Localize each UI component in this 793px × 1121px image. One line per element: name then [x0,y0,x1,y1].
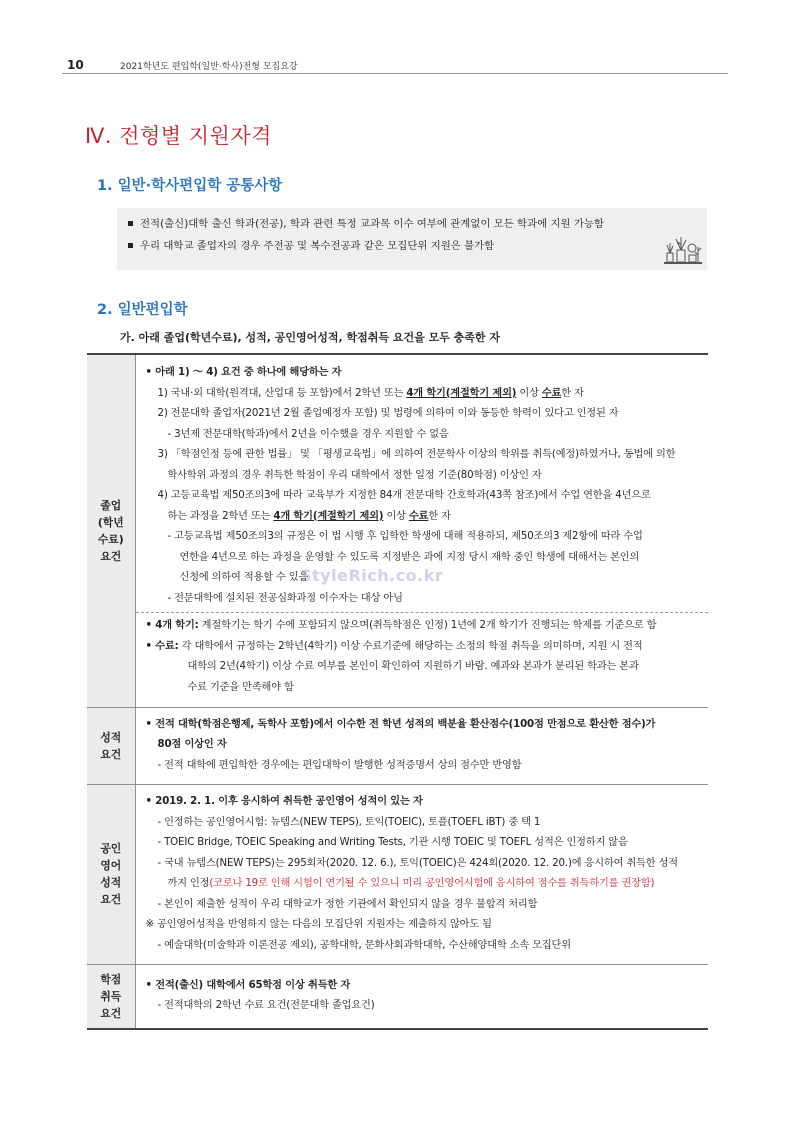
note-completion-cont: 수료 기준을 만족해야 함 [187,681,294,693]
graduation-item-1: 1) 국내·외 대학(원격대, 산업대 등 포함)에서 2학년 또는 4개 학기(계절학기 제외) 이상 수료한 자 [157,387,584,399]
table-row-graduation [87,354,708,707]
english-line: - 국내 뉴텝스(NEW TEPS)는 295회차(2020. 12. 6.), 토익(TOEIC)은 424회(2020. 12. 20.)에 응시하여 취득한 성적 [157,857,678,869]
table-row-credit [87,964,708,1029]
grade-line: • 전적 대학(학점은행제, 독학사 포함)에서 이수한 전 학년 성적의 백분율 환산점수(100점 만점으로 환산한 점수)가 [145,718,656,730]
header-divider [62,73,728,74]
english-line: 까지 인정(코로나 19로 인해 시험이 연기될 수 있으니 미리 공인영어시험에 응시하여 점수를 취득하기를 권장함) [167,878,655,889]
english-line: - 본인이 제출한 성적이 우리 대학교가 정한 기관에서 확인되지 않을 경우 불합격 처리함 [157,898,538,910]
english-line: - 인정하는 공인영어시험: 뉴텝스(NEW TEPS), 토익(TOEIC), 토플(TOEFL iBT) 중 택 1 [157,816,541,828]
credit-line: • 전적(출신) 대학에서 65학점 이상 취득한 자 [145,979,351,991]
dashed-divider [136,612,709,613]
english-content [135,784,708,964]
graduation-item-4-sub-cont: 연한을 4년으로 하는 과정을 운영할 수 있도록 지정받은 과에 지정 당시 재학 중인 학생에 대해서는 본인의 [179,551,640,563]
common-note-item: 우리 대학교 졸업자의 경우 주전공 및 복수전공과 같은 모집단위 지원은 불가함 [127,235,697,257]
note-four-terms: • 4개 학기: 계절학기는 학기 수에 포함되지 않으며(취득학점은 인정) 1년에 2개 학기가 진행되는 학제를 기준으로 함 [145,620,657,632]
graduation-item-4-sub-cont: 신청에 의하여 적용할 수 있음 [179,572,309,584]
document-header-title: 2021학년도 편입학(일반·학사)전형 모집요강 [120,62,298,72]
english-line: • 2019. 2. 1. 이후 응시하여 취득한 공인영어 성적이 있는 자 [145,796,423,807]
requirements-table [87,353,708,1030]
english-line: - TOEIC Bridge, TOEIC Speaking and Writing Tests, 기관 시행 TOEIC 및 TOEFL 성적은 인정하지 않음 [157,837,628,848]
square-bullet-icon [128,221,133,226]
row-header-graduation: 졸업 (학년 수료) 요건 [87,354,135,707]
common-note-item: 전적(출신)대학 출신 학과(전공), 학과 관련 특정 교과목 이수 여부에 관계없이 모든 학과에 지원 가능함 [127,213,697,235]
graduation-item-3-cont: 학사학위 과정의 경우 취득한 학점이 우리 대학에서 정한 일정 기준(80학점) 이상인 자 [167,469,542,481]
graduation-item-2: 2) 전문대학 졸업자(2021년 2월 졸업예정자 포함) 및 법령에 의하여 이와 동등한 학력이 있다고 인정된 자 [157,408,619,420]
graduation-content [135,354,708,707]
square-bullet-icon [128,243,133,248]
english-line: - 예술대학(미술학과 이론전공 제외), 공학대학, 문화사회과학대학, 수산해양대학 소속 모집단위 [157,939,571,951]
plant-decoration-icon [662,233,704,267]
watermark: StyleRich.co.kr [300,566,444,585]
credit-line: - 전적대학의 2학년 수료 요건(전문대학 졸업요건) [157,1000,375,1012]
english-line: ※ 공인영어성적을 반영하지 않는 다음의 모집단위 지원자는 제출하지 않아도 됨 [145,919,492,930]
grade-line: 80점 이상인 자 [157,739,227,751]
common-notes-box [117,208,707,270]
graduation-item-3: 3) 「학점인정 등에 관한 법률」 및 「평생교육법」에 의하여 전문학사 이상의 학위를 취득(예정)하였거나, 동법에 의한 [157,449,676,461]
section-title-general: 2. 일반편입학 [97,302,188,318]
table-row-grade [87,707,708,784]
page-number: 10 [67,58,84,72]
grade-line: - 전적 대학에 편입학한 경우에는 편입대학이 발행한 성적증명서 상의 점수만 반영함 [157,759,522,771]
row-header-credit: 학점 취득 요건 [87,964,135,1029]
table-row-english [87,784,708,964]
note-completion-cont: 대학의 2년(4학기) 이상 수료 여부를 본인이 확인하여 지원하기 바람. 예과와 본과가 분리된 학과는 본과 [187,661,639,673]
grade-content [135,707,708,784]
requirements-subheading: 가. 아래 졸업(학년수료), 성적, 공인영어성적, 학점취득 요건을 모두 충족한 자 [120,331,501,344]
chapter-title: Ⅳ. 전형별 지원자격 [85,124,272,148]
graduation-item-4: 4) 고등교육법 제50조의3에 따라 교육부가 지정한 84개 전문대학 간호학과(43쪽 참조)에서 수업 연한을 4년으로 [157,490,651,502]
section-title-common: 1. 일반·학사편입학 공통사항 [97,178,283,194]
graduation-lead: • 아래 1) ～ 4) 요건 중 하나에 해당하는 자 [145,367,342,379]
row-header-grade: 성적 요건 [87,707,135,784]
graduation-item-4-cont: 하는 과정을 2학년 또는 4개 학기(계절학기 제외) 이상 수료한 자 [167,510,451,522]
credit-content [135,964,708,1029]
row-header-english: 공인 영어 성적 요건 [87,784,135,964]
graduation-item-4-sub: - 고등교육법 제50조의3의 규정은 이 법 시행 후 입학한 학생에 대해 적용하되, 제50조의3 제2항에 따라 수업 [167,531,643,543]
note-completion: • 수료: 각 대학에서 규정하는 2학년(4학기) 이상 수료기준에 해당하는 소정의 학점 취득을 의미하며, 지원 시 전적 [145,640,643,652]
graduation-item-4-sub: - 전문대학에 설치된 전공심화과정 이수자는 대상 아님 [167,592,403,604]
graduation-item-2-sub: - 3년제 전문대학(학과)에서 2년을 이수했을 경우 지원할 수 없음 [167,428,449,440]
